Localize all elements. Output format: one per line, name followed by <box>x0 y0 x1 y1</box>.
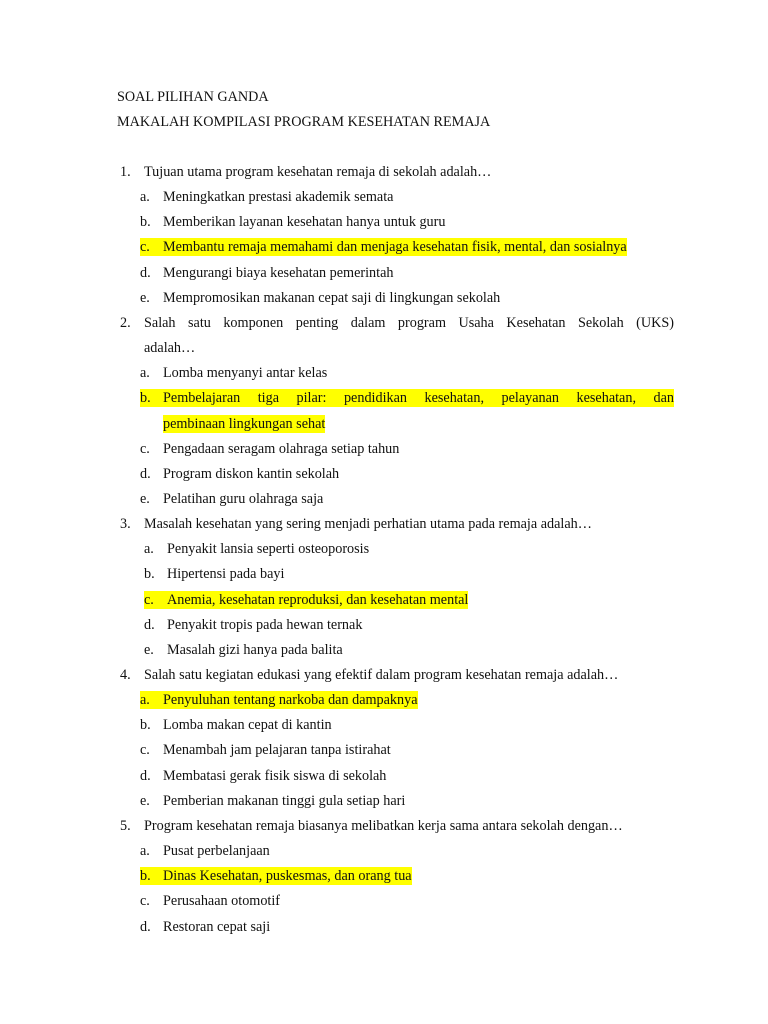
option-letter: e. <box>140 289 150 306</box>
option-letter: e. <box>144 641 154 658</box>
question-number: 5. <box>120 817 131 834</box>
option-text: Penyakit tropis pada hewan ternak <box>167 616 363 633</box>
option-text-answer-highlighted: pembinaan lingkungan sehat <box>163 415 326 432</box>
option-letter: d. <box>140 918 151 935</box>
option-letter: a. <box>144 541 154 558</box>
option-letter: b. <box>144 566 155 583</box>
option-letter: c. <box>140 238 163 256</box>
option-text: Meningkatkan prestasi akademik semata <box>163 189 394 206</box>
question-number: 3. <box>120 516 131 533</box>
option-letter: a. <box>140 843 150 860</box>
option-text: Lomba menyanyi antar kelas <box>163 365 328 382</box>
option-text: Mengurangi biaya kesehatan pemerintah <box>163 264 394 281</box>
option-letter: e. <box>140 490 150 507</box>
option-text-answer-highlighted: Penyuluhan tentang narkoba dan dampaknya <box>163 692 418 709</box>
option-letter: c. <box>144 591 167 609</box>
question-number: 4. <box>120 667 131 683</box>
question-text: Salah satu kegiatan edukasi yang efektif dalam program kesehatan remaja adalah… <box>144 667 619 683</box>
option-text-answer-highlighted: Membantu remaja memahami dan menjaga kesehatan fisik, mental, dan sosialnya <box>163 239 627 256</box>
question-text: Tujuan utama program kesehatan remaja di sekolah adalah… <box>144 164 492 180</box>
option-text: Hipertensi pada bayi <box>167 566 285 583</box>
option-letter: b. <box>140 717 151 734</box>
option-letter: b. <box>140 214 151 231</box>
option-text: Penyakit lansia seperti osteoporosis <box>167 541 370 558</box>
option-text-answer-highlighted: Pembelajaran tiga pilar: pendidikan kesehatan, pelayanan kesehatan, dan <box>163 390 674 407</box>
option-text: Restoran cepat saji <box>163 918 271 935</box>
option-letter: d. <box>140 264 151 281</box>
option-text: Masalah gizi hanya pada balita <box>167 641 343 658</box>
option-letter: e. <box>140 792 150 809</box>
question-text: Masalah kesehatan yang sering menjadi perhatian utama pada remaja adalah… <box>144 516 592 533</box>
question-text: adalah… <box>144 340 196 357</box>
option-text: Mempromosikan makanan cepat saji di lingkungan sekolah <box>163 289 501 306</box>
option-text: Pemberian makanan tinggi gula setiap hari <box>163 792 406 809</box>
question-text: Program kesehatan remaja biasanya melibatkan kerja sama antara sekolah dengan… <box>144 817 623 834</box>
document-title-line-2: MAKALAH KOMPILASI PROGRAM KESEHATAN REMAJA <box>117 114 491 130</box>
option-text: Pusat perbelanjaan <box>163 843 270 860</box>
question-number: 2. <box>120 314 131 331</box>
option-letter: c. <box>140 893 150 910</box>
question-text: Salah satu komponen penting dalam program Usaha Kesehatan Sekolah (UKS) <box>144 314 674 331</box>
option-letter: d. <box>144 616 155 633</box>
option-letter: d. <box>140 465 151 482</box>
option-letter: a. <box>140 365 150 382</box>
option-text: Pengadaan seragam olahraga setiap tahun <box>163 440 400 457</box>
option-text-answer-highlighted: Dinas Kesehatan, puskesmas, dan orang tua <box>163 868 412 885</box>
option-letter: c. <box>140 742 150 759</box>
option-text: Pelatihan guru olahraga saja <box>163 490 324 507</box>
option-text: Memberikan layanan kesehatan hanya untuk guru <box>163 214 446 231</box>
option-letter: d. <box>140 767 151 784</box>
option-letter: c. <box>140 440 150 457</box>
option-text: Perusahaan otomotif <box>163 893 281 910</box>
document-title-line-1: SOAL PILIHAN GANDA <box>117 89 269 105</box>
option-text-answer-highlighted: Anemia, kesehatan reproduksi, dan kesehatan mental <box>167 591 469 608</box>
option-letter: b. <box>140 389 163 407</box>
option-letter: b. <box>140 867 163 885</box>
option-text: Program diskon kantin sekolah <box>163 465 340 482</box>
option-letter: a. <box>140 691 163 709</box>
question-number: 1. <box>120 164 131 180</box>
option-letter: a. <box>140 189 150 206</box>
option-text: Membatasi gerak fisik siswa di sekolah <box>163 767 387 784</box>
option-text: Menambah jam pelajaran tanpa istirahat <box>163 742 391 759</box>
option-text: Lomba makan cepat di kantin <box>163 717 332 734</box>
